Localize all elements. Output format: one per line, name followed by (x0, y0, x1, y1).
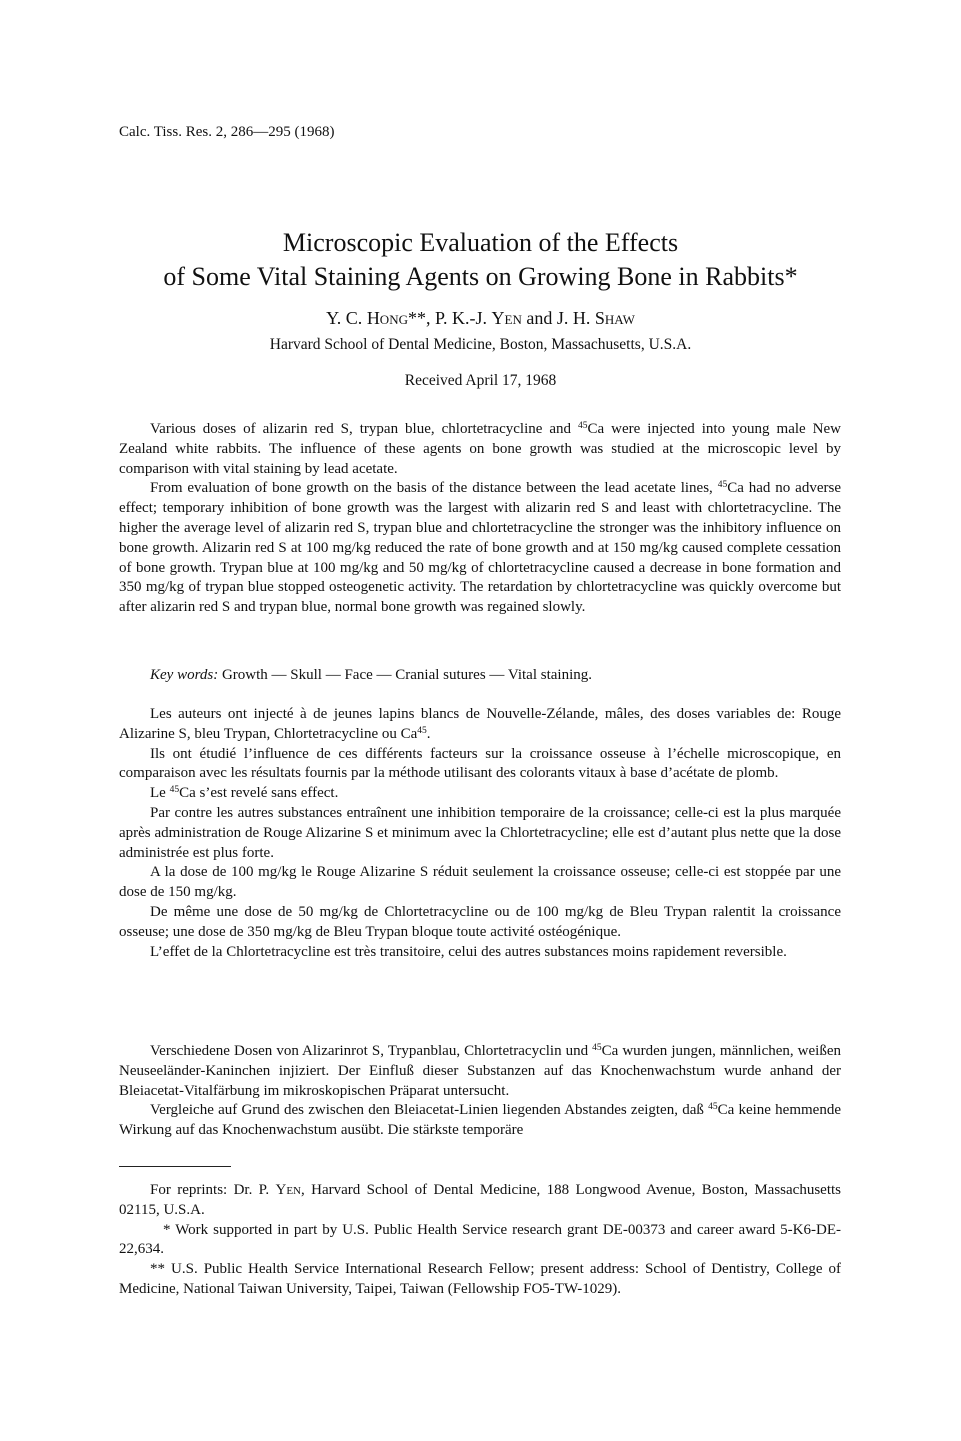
affiliation: Harvard School of Dental Medicine, Boston, Massachusetts, U.S.A. (269, 336, 692, 353)
abstract-fr-paragraph: Ils ont étudié l’influence de ces différents facteurs sur la croissance osseuse à l’échelle microscopique, en comparaison avec les résultats fournis par la méthode utilisant des colorants vitaux à base d’acétate de plomb. (119, 745, 841, 782)
author-3-initials: J. H. (556, 308, 595, 328)
author-2-initials: P. K.-J. (434, 308, 492, 328)
abstract-fr-paragraph (119, 784, 841, 804)
isotope-superscript: 45 (708, 1102, 718, 1113)
reprints-author-name: Yen (275, 1182, 301, 1198)
abstract-fr-paragraph: Par contre les autres substances entraînent une inhibition temporaire de la croissance; celle-ci est la plus marquée après administration de Rouge Alizarine S et minimum avec la Chlortetracycline; elle est d’autant plus nette que la dose administrée est plus forte. (119, 804, 841, 861)
text-span: Verschiedene Dosen von Alizarinrot S, Trypanblau, Chlortetracyclin und (150, 1043, 593, 1059)
text-span: , Harvard School of Dental Medicine, 188 Longwood Avenue, Boston, Massachusetts 02115, U.S.A. (119, 1182, 841, 1218)
text-span: Various doses of alizarin red S, trypan blue, chlortetracycline and (150, 421, 579, 437)
isotope-superscript: 45 (169, 785, 180, 796)
author-3-surname: Shaw (594, 308, 635, 328)
abstract-de-paragraph (119, 1042, 841, 1101)
author-conjunction: and (521, 308, 557, 328)
author-1-footnote-mark: **, (407, 308, 435, 328)
abstract-en-paragraph (119, 420, 841, 479)
footnotes (119, 1181, 841, 1300)
abstract-german (119, 1042, 841, 1141)
abstract-french (119, 705, 841, 962)
key-words-label: Key words: (150, 667, 219, 683)
key-words (119, 666, 841, 686)
isotope-superscript: 45 (578, 421, 588, 431)
footnote-funding: * Work supported in part by U.S. Public Health Service research grant DE-00373 and career award 5-K6-DE-22,634. (119, 1221, 841, 1258)
article-title (100, 226, 861, 294)
abstract-fr-paragraph: L’effet de la Chlortetracycline est très transitoire, celui des autres substances moins rapidement reversible. (150, 943, 787, 960)
journal-reference: Calc. Tiss. Res. 2, 286—295 (1968) (119, 124, 335, 140)
title-line-2: of Some Vital Staining Agents on Growing Bone in Rabbits* (163, 262, 798, 291)
text-span: . (426, 725, 431, 742)
text-span: Le (150, 785, 170, 802)
received-date: Received April 17, 1968 (404, 372, 557, 389)
text-span: Les auteurs ont injecté à de jeunes lapins blancs de Nouvelle-Zélande, mâles, des doses variables de: Rouge Alizarine S, bleu Trypan, Chlortetracycline ou Ca (119, 706, 841, 742)
abstract-fr-paragraph: A la dose de 100 mg/kg le Rouge Alizarine S réduit seulement la croissance osseuse; celle-ci est stoppée par une dose de 150 mg/kg. (119, 864, 841, 901)
key-words-list: Growth — Skull — Face — Cranial sutures — Vital staining. (218, 667, 592, 683)
abstract-english (119, 420, 841, 618)
key-words-line (119, 666, 841, 686)
author-2-surname: Yen (491, 308, 522, 328)
text-span: Ca were injected into young male New Zealand white rabbits. The influence of these agents on bone growth was studied at the microscopic level by comparison with vital staining by lead acetate. (119, 421, 841, 477)
author-1-surname: Hong (366, 308, 408, 328)
text-span: Ca wurden jungen, männlichen, weißen Neuseeländer-Kaninchen injiziert. Der Einfluß dieser Substanzen auf das Knochenwachstum wurde anhand der Bleiacetat-Vitalfärbung im mikroskopischen Präparat untersucht. (119, 1043, 841, 1099)
footnote-fellowship: ** U.S. Public Health Service International Research Fellow; present address: School of Dentistry, College of Medicine, National Taiwan University, Taipei, Taiwan (Fellowship FO5-TW-1029). (119, 1261, 841, 1297)
text-span: Ca had no adverse effect; temporary inhibition of bone growth was the largest with alizarin red S and least with chlortetracycline. The higher the average level of alizarin red S, trypan blue and chlortetracycline the stronger was the inhibitory influence on bone growth. Alizarin red S at 100 mg/kg reduced the rate of bone growth and at 150 mg/kg caused complete cessation of bone growth. Trypan blue at 100 mg/kg and 50 mg/kg of chlortetracycline caused a decrease in bone formation and 350 mg/kg of trypan blue stopped osteogenetic activity. The retardation by chlortetracycline was quickly overcome but after alizarin red S and trypan blue, normal bone growth was regained slowly. (119, 480, 841, 616)
abstract-fr-paragraph: De même une dose de 50 mg/kg de Chlortetracycline ou de 100 mg/kg de Bleu Trypan ralentit la croissance osseuse; une dose de 350 mg/kg de Bleu Trypan bloque toute activité ostéogénique. (119, 903, 841, 940)
isotope-superscript: 45 (592, 1043, 602, 1053)
text-span: Ca s’est revelé sans effect. (179, 785, 339, 802)
text-span: For reprints: Dr. P. (150, 1182, 276, 1198)
text-span: Vergleiche auf Grund des zwischen den Bleiacetat-Linien liegenden Abstandes zeigten, daß (150, 1102, 709, 1119)
title-line-1: Microscopic Evaluation of the Effects (282, 228, 679, 257)
abstract-de-paragraph (119, 1101, 841, 1141)
footnote-reprints (119, 1181, 841, 1221)
author-list (100, 308, 861, 329)
footnote-divider (119, 1166, 231, 1167)
abstract-en-paragraph (119, 479, 841, 618)
isotope-superscript: 45 (417, 725, 427, 736)
text-span: From evaluation of bone growth on the basis of the distance between the lead acetate lines, (150, 480, 718, 497)
text-span: Ca keine hemmende Wirkung auf das Knochenwachstum ausübt. Die stärkste temporäre (119, 1102, 841, 1139)
abstract-fr-paragraph (119, 705, 841, 745)
author-1-initials: Y. C. (326, 308, 367, 328)
isotope-superscript: 45 (717, 480, 728, 491)
